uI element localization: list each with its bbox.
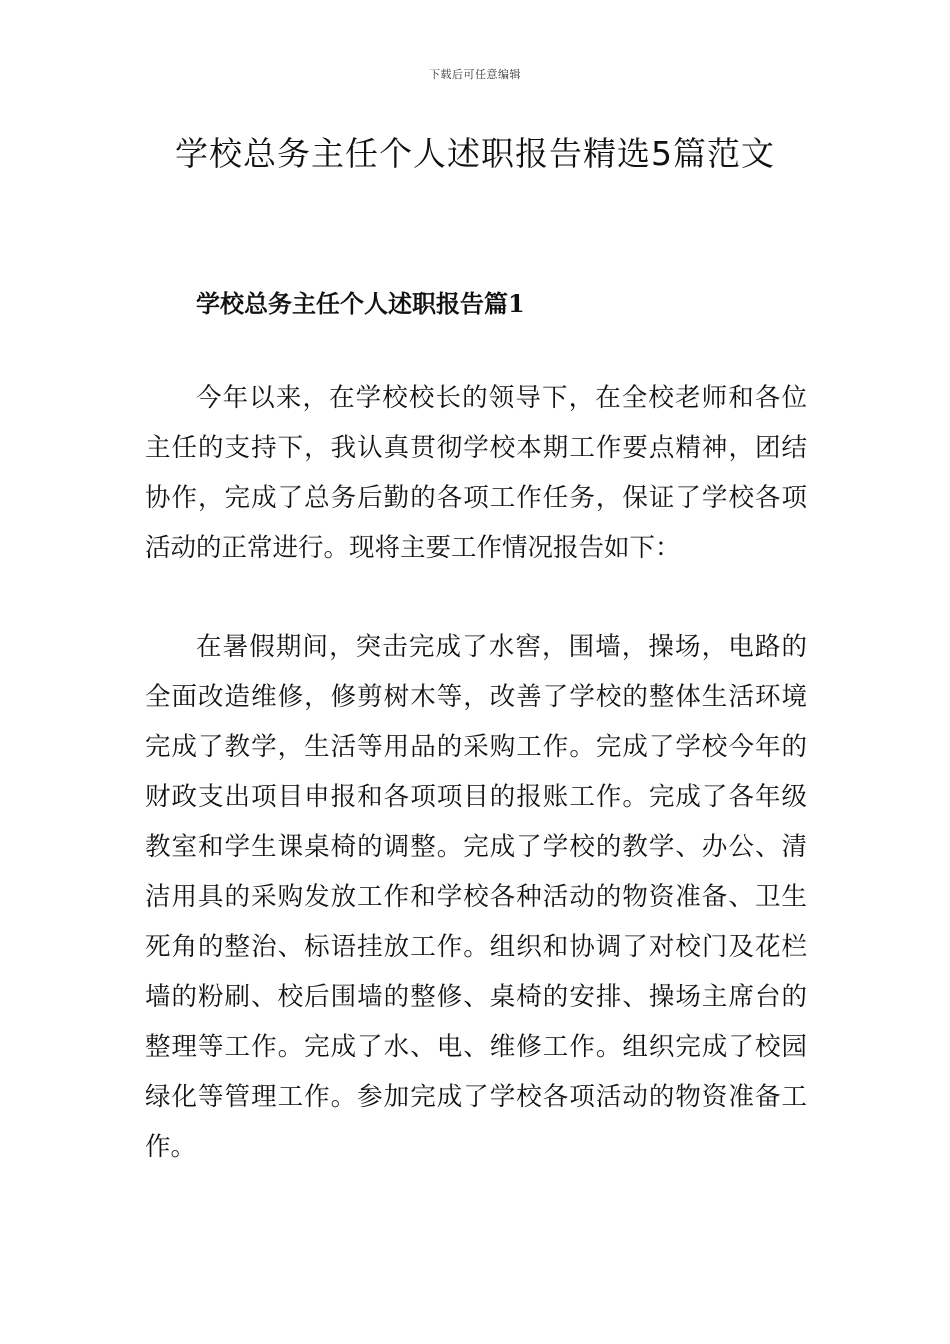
paragraph-1: 今年以来，在学校校长的领导下，在全校老师和各位主任的支持下，我认真贯彻学校本期工作要点精神，团结协作，完成了总务后勤的各项工作任务，保证了学校各项活动的正常进行。现将主要工作情况报告如下： [145,383,807,563]
section-heading: 学校总务主任个人述职报告篇1 [196,289,525,318]
header-note: 下载后可任意编辑 [429,68,521,81]
document-title: 学校总务主任个人述职报告精选5篇范文 [175,134,775,173]
paragraph-2: 在暑假期间，突击完成了水窖，围墙，操场，电路的全面改造维修，修剪树木等，改善了学校的整体生活环境完成了教学，生活等用品的采购工作。完成了学校今年的财政支出项目申报和各项项目的报账工作。完成了各年级教室和学生课桌椅的调整。完成了学校的教学、办公、清洁用具的采购发放工作和学校各种活动的物资准备、卫生死角的整治、标语挂放工作。组织和协调了对校门及花栏墙的粉刷、校后围墙的整修、桌椅的安排、操场主席台的整理等工作。完成了水、电、维修工作。组织完成了校园绿化等管理工作。参加完成了学校各项活动的物资准备工作。 [145,632,807,1162]
